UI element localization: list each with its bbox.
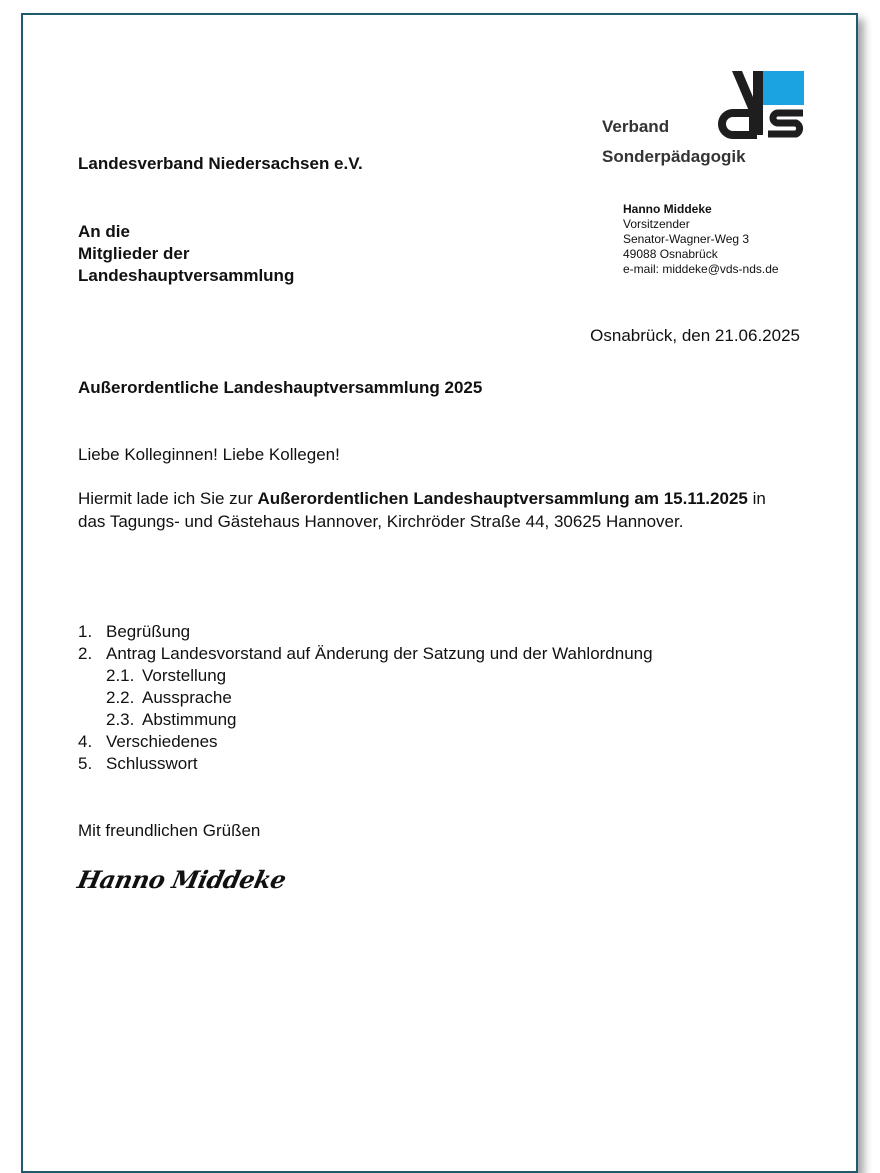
sender-role: Vorsitzender — [623, 217, 690, 231]
sender-street: Senator-Wagner-Weg 3 — [623, 232, 750, 246]
sender-email: e-mail: middeke@vds-nds.de — [623, 262, 779, 276]
recipient-line-3: Landeshauptversammlung — [78, 266, 295, 285]
agenda-item-number: 2. — [78, 644, 93, 663]
agenda-subitem-text: Aussprache — [142, 688, 232, 707]
agenda-item-text: Antrag Landesvorstand auf Änderung der Satzung und der Wahlordnung — [106, 644, 653, 663]
recipient-block — [78, 221, 294, 287]
agenda-subitem — [78, 665, 653, 687]
greeting: Liebe Kolleginnen! Liebe Kollegen! — [78, 445, 340, 464]
agenda-item — [78, 643, 653, 665]
agenda-list — [78, 621, 653, 775]
closing-phrase: Mit freundlichen Grüßen — [78, 821, 261, 840]
invitation-bold: Außerordentlichen Landeshauptversammlung am 15.11.2025 — [257, 489, 748, 508]
sender-block — [623, 202, 779, 277]
logo-word-sonderpaedagogik: Sonderpädagogik — [602, 147, 746, 166]
sender-city: 49088 Osnabrück — [623, 247, 718, 261]
recipient-line-1: An die — [78, 222, 130, 241]
letter-page — [21, 13, 858, 1173]
organization-name: Landesverband Niedersachsen e.V. — [78, 154, 363, 173]
agenda-item-text: Verschiedenes — [106, 732, 218, 751]
handwritten-signature: Hanno Middeke — [74, 865, 289, 894]
date-line: Osnabrück, den 21.06.2025 — [590, 326, 800, 345]
agenda-item-number: 4. — [78, 732, 93, 751]
agenda-item-text: Schlusswort — [106, 754, 198, 773]
recipient-line-2: Mitglieder der — [78, 244, 190, 263]
vds-logo — [598, 67, 808, 172]
invitation-paragraph — [78, 487, 768, 533]
invitation-suffix: in das Tagungs- und Gästehaus Hannover, Kirchröder Straße 44, 30625 Hannover. — [78, 489, 766, 531]
agenda-subitem-text: Vorstellung — [142, 666, 227, 685]
logo-word-verband: Verband — [602, 117, 670, 136]
subject-line: Außerordentliche Landeshauptversammlung 2025 — [78, 378, 483, 397]
sender-name: Hanno Middeke — [623, 202, 712, 216]
agenda-item — [78, 621, 653, 643]
agenda-item — [78, 753, 653, 775]
agenda-subitem-text: Abstimmung — [142, 710, 237, 729]
agenda-subitem-number: 2.1. — [106, 666, 135, 685]
agenda-item-text: Begrüßung — [106, 622, 191, 641]
agenda-item-number: 5. — [78, 754, 93, 773]
agenda-subitem — [78, 709, 653, 731]
agenda-subitem-number: 2.3. — [106, 710, 135, 729]
agenda-subitem-number: 2.2. — [106, 688, 135, 707]
agenda-item-number: 1. — [78, 622, 93, 641]
agenda-item — [78, 731, 653, 753]
invitation-prefix: Hiermit lade ich Sie zur — [78, 489, 258, 508]
agenda-subitem — [78, 687, 653, 709]
